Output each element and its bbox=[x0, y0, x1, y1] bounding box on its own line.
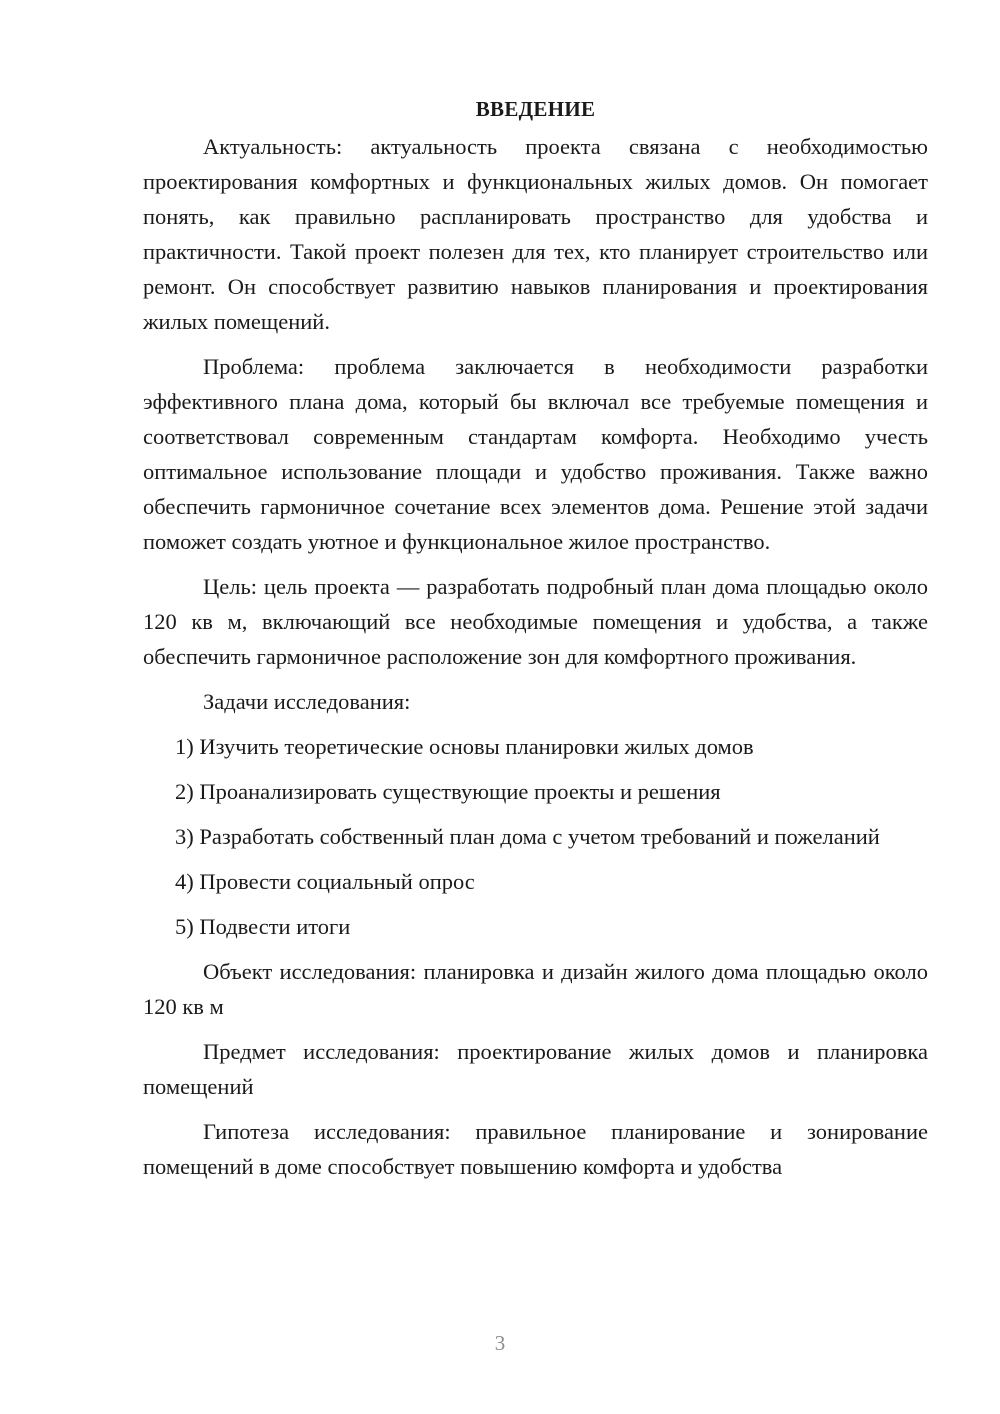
paragraph-object: Объект исследования: планировка и дизайн жилого дома площадью около 120 кв м bbox=[143, 959, 928, 1019]
task-item-2: 2) Проанализировать существующие проекты и решения bbox=[175, 779, 721, 804]
paragraph-problem: Проблема: проблема заключается в необходимости разработки эффективного плана дома, который бы включал все требуемые помещения и соответствовал современным стандартам комфорта. Необходимо учесть оптимальное использование площади и удобство проживания. Также важно обеспечить гармоничное сочетание всех элементов дома. Решение этой задачи поможет создать уютное и функциональное жилое пространство. bbox=[143, 354, 928, 554]
paragraph-relevance: Актуальность: актуальность проекта связана с необходимостью проектирования комфортных и функциональных жилых домов. Он помогает понять, как правильно распланировать пространство для удобства и практичности. Такой проект полезен для тех, кто планирует строительство или ремонт. Он способствует развитию навыков планирования и проектирования жилых помещений. bbox=[143, 134, 928, 334]
task-item-4: 4) Провести социальный опрос bbox=[175, 869, 475, 894]
paragraph-subject: Предмет исследования: проектирование жилых домов и планировка помещений bbox=[143, 1039, 928, 1099]
paragraph-tasks-intro: Задачи исследования: bbox=[203, 689, 411, 714]
task-item-3: 3) Разработать собственный план дома с учетом требований и пожеланий bbox=[175, 824, 880, 849]
section-heading: ВВЕДЕНИЕ bbox=[475, 97, 596, 121]
paragraph-goal: Цель: цель проекта — разработать подробный план дома площадью около 120 кв м, включающий все необходимые помещения и удобства, а также обеспечить гармоничное расположение зон для комфортного проживания. bbox=[143, 574, 928, 669]
paragraph-hypothesis: Гипотеза исследования: правильное планирование и зонирование помещений в доме способствует повышению комфорта и удобства bbox=[143, 1119, 928, 1179]
page-content bbox=[143, 92, 928, 1194]
page-number: 3 bbox=[494, 1331, 506, 1355]
task-item-1: 1) Изучить теоретические основы планировки жилых домов bbox=[175, 734, 754, 759]
task-item-5: 5) Подвести итоги bbox=[175, 914, 351, 939]
